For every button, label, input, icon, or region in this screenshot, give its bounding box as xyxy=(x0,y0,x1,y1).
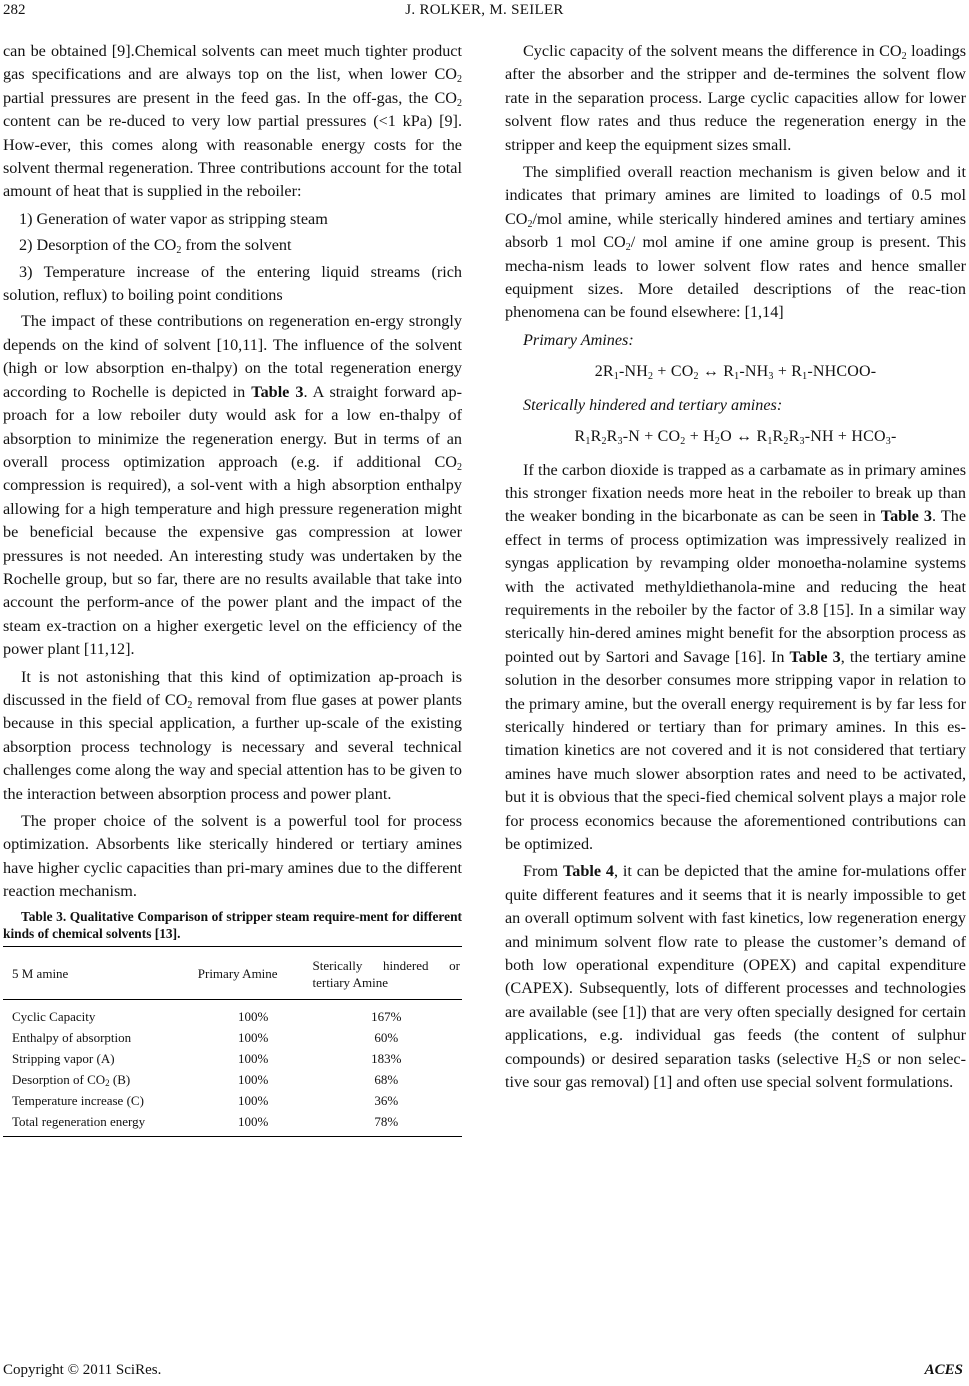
table-cell: 100% xyxy=(237,1008,269,1024)
table-cell: 183% xyxy=(371,1050,402,1066)
page-number: 282 xyxy=(3,2,26,18)
right-column xyxy=(505,40,966,1098)
paragraph: The proper choice of the solvent is a powerful tool for process optimization. Absorbents like sterically hindered or tertiary amines have higher cyclic capacities than pri-mary amines due to the different reaction mechanism. xyxy=(3,812,462,901)
data-table xyxy=(3,946,462,1137)
paragraph: From Table 4, it can be depicted that the amine for-mulations offer quite different features and it seems that it is nearly impossible to get an overall optimum solvent with fast kinetics, low regeneration energy and minimum solvent flow rate to please the customer’s demand of both low operational expenditure (OPEX) and capital expenditure (CAPEX). Subsequently, lots of different processes and technologies are available (see [1]) that are very often specially designed for certain applications, e.g. individual gas feeds (the content of sulphur compounds) or desired separation tasks (selective $H_2S$ or non selec-tive sour gas removal) [1] and often use special solvent formulations. xyxy=(505,862,967,1092)
list-item: 2) Desorption of the $CO_2$ from the solvent xyxy=(19,236,292,257)
table-cell: 100% xyxy=(196,1111,311,1137)
list-item: 1) Generation of water vapor as stripping steam xyxy=(19,209,328,228)
table-header-row xyxy=(3,946,462,999)
table-cell: 100% xyxy=(237,1050,269,1066)
table-cell: Total regeneration energy xyxy=(3,1111,196,1137)
table-cell: Cyclic Capacity xyxy=(12,1008,96,1024)
column-header: 5 M amine xyxy=(3,946,196,999)
section-label: Sterically hindered and tertiary amines: xyxy=(523,395,783,414)
copyright-notice: Copyright © 2011 SciRes. xyxy=(3,1362,162,1378)
left-column xyxy=(3,40,462,1137)
paragraph: Cyclic capacity of the solvent means the difference in $CO_2$ loadings after the absorber and the stripper and de-termines the solvent flow rate in the separation process. Large cyclic capacities allow for lower solvent flow rates and thus reduce the regeneration energy in the stripper and keep the equipment sizes small. xyxy=(505,42,966,154)
table-cell: 68% xyxy=(374,1071,399,1087)
table-row xyxy=(3,1111,462,1137)
column-header: Primary Amine xyxy=(196,946,311,999)
table-row xyxy=(3,1090,462,1111)
table-cell: Stripping vapor (A) xyxy=(12,1050,115,1066)
table-cell: Enthalpy of absorption xyxy=(12,1029,132,1045)
paragraph: can be obtained [9].Chemical solvents can meet much tighter product gas specifications and are always top on the list, when lower $CO_2$ partial pressures are present in the feed gas. In the off-gas, the $CO_2$ content can be re-duced to very low partial pressures (<1 kPa) [9]. How-ever, this comes along with reasonable energy costs for the solvent thermal regeneration. Three contributions account for the total amount of heat that is supplied in the reboiler: xyxy=(3,42,462,201)
table-cell: Temperature increase (C) xyxy=(12,1092,144,1108)
page-header xyxy=(0,2,969,24)
section-label: Primary Amines: xyxy=(523,330,634,349)
table-cell: 100% xyxy=(237,1029,269,1045)
paragraph: It is not astonishing that this kind of optimization ap-proach is discussed in the field of $CO_2$ removal from flue gases at power plants because in this special application, a further up-scale of the existing absorption process technology is necessary and several technical challenges come along the way and special attention has to be given to the interaction between absorption process and power plant. xyxy=(3,667,462,803)
table-caption: Table 3. Qualitative Comparison of stripper steam require-ment for different kinds of chemical solvents [13]. xyxy=(3,908,462,941)
table-cell: 60% xyxy=(374,1029,399,1045)
paragraph: If the carbon dioxide is trapped as a carbamate as in primary amines this stronger fixation needs more heat in the reboiler to break up than the weaker bonding in the bicarbonate as can be seen in Table 3. The effect in terms of process optimization was impressively realized in syngas application by revamping older monoetha-nolamine systems with the activated methyldiethanola-mine and reducing the heat requirements in the reboiler by the factor of 3.8 [15]. In a similar way sterically hin-dered amines might benefit for the absorption process as pointed out by Sartori and Savage [16]. In Table 3, the tertiary amine solution in the desorber consumes more stripping vapor in relation to the primary amine, but the overall energy requirement is by far less for sterically hindered or tertiary than for primary amines. In this es-timation kinetics are not covered and it is not considered that tertiary amines have much slower absorption rates and need to be activated, but it is obvious that the speci-fied chemical solvent plays a major role for process economics because the aforementioned contributions can be optimized. xyxy=(505,460,967,853)
running-title: J. ROLKER, M. SEILER xyxy=(405,2,564,18)
paragraph: The simplified overall reaction mechanism is given below and it indicates that primary amines are limited to loadings of 0.5 mol $CO_2$/mol amine, while sterically hindered amines and tertiary amines absorb 1 mol $CO_2/$ mol amine if one amine group is present. This mecha-nism leads to lower solvent flow rates and hence smaller equipment sizes. More detailed descriptions of the reac-tion phenomena can be found elsewhere: [1,14] xyxy=(505,163,966,322)
table-row xyxy=(3,999,462,1027)
table-cell: 100% xyxy=(237,1071,269,1087)
table-cell: 36% xyxy=(374,1092,399,1108)
table-cell: 167% xyxy=(371,1008,402,1024)
table-cell: 78% xyxy=(311,1111,462,1137)
table-row xyxy=(3,1027,462,1048)
equation-primary-amines: $2R_1-NH_2 + CO_2$ ↔ $R_1-NH_3$ + $R_1-NHCOO-$ xyxy=(594,363,877,383)
equation-tertiary-amines: $R_1R_2R_3-N + CO_2 + H_2O$ ↔ $R_1R_2R_3-NH + HCO_3-$ xyxy=(574,428,897,448)
table-cell: Desorption of $CO_2$ (B) xyxy=(12,1071,131,1088)
table-row xyxy=(3,1069,462,1090)
column-header: Sterically hindered or tertiary Amine xyxy=(311,946,462,999)
table-cell: 100% xyxy=(237,1092,269,1108)
paragraph: The impact of these contributions on regeneration en-ergy strongly depends on the kind of solvent [10,11]. The influence of the solvent (high or low absorption en-thalpy) on the total regeneration energy according to Rochelle is depicted in Table 3. A straight forward ap-proach for a low reboiler duty would ask for a low en-thalpy of absorption to minimize the regeneration energy. But in terms of an overall process optimization approach (e.g. if additional $CO_2$ compression is required), a sol-vent with a high absorption enthalpy allowing for a high temperature and high pressure regeneration might be beneficial because the expensive gas compression at lower pressures is not needed. An interesting study was undertaken by the Rochelle group, but so far, there are no results available that take into account the perform-ance of the power plant and the impact of the steam ex-traction on a higher exergetic level on the efficiency of the power plant [11,12]. xyxy=(3,312,462,659)
journal-name: ACES xyxy=(924,1362,963,1378)
table-row xyxy=(3,1048,462,1069)
list-item: 3) Temperature increase of the entering liquid streams (rich solution, reflux) to boiling point conditions xyxy=(3,262,462,305)
